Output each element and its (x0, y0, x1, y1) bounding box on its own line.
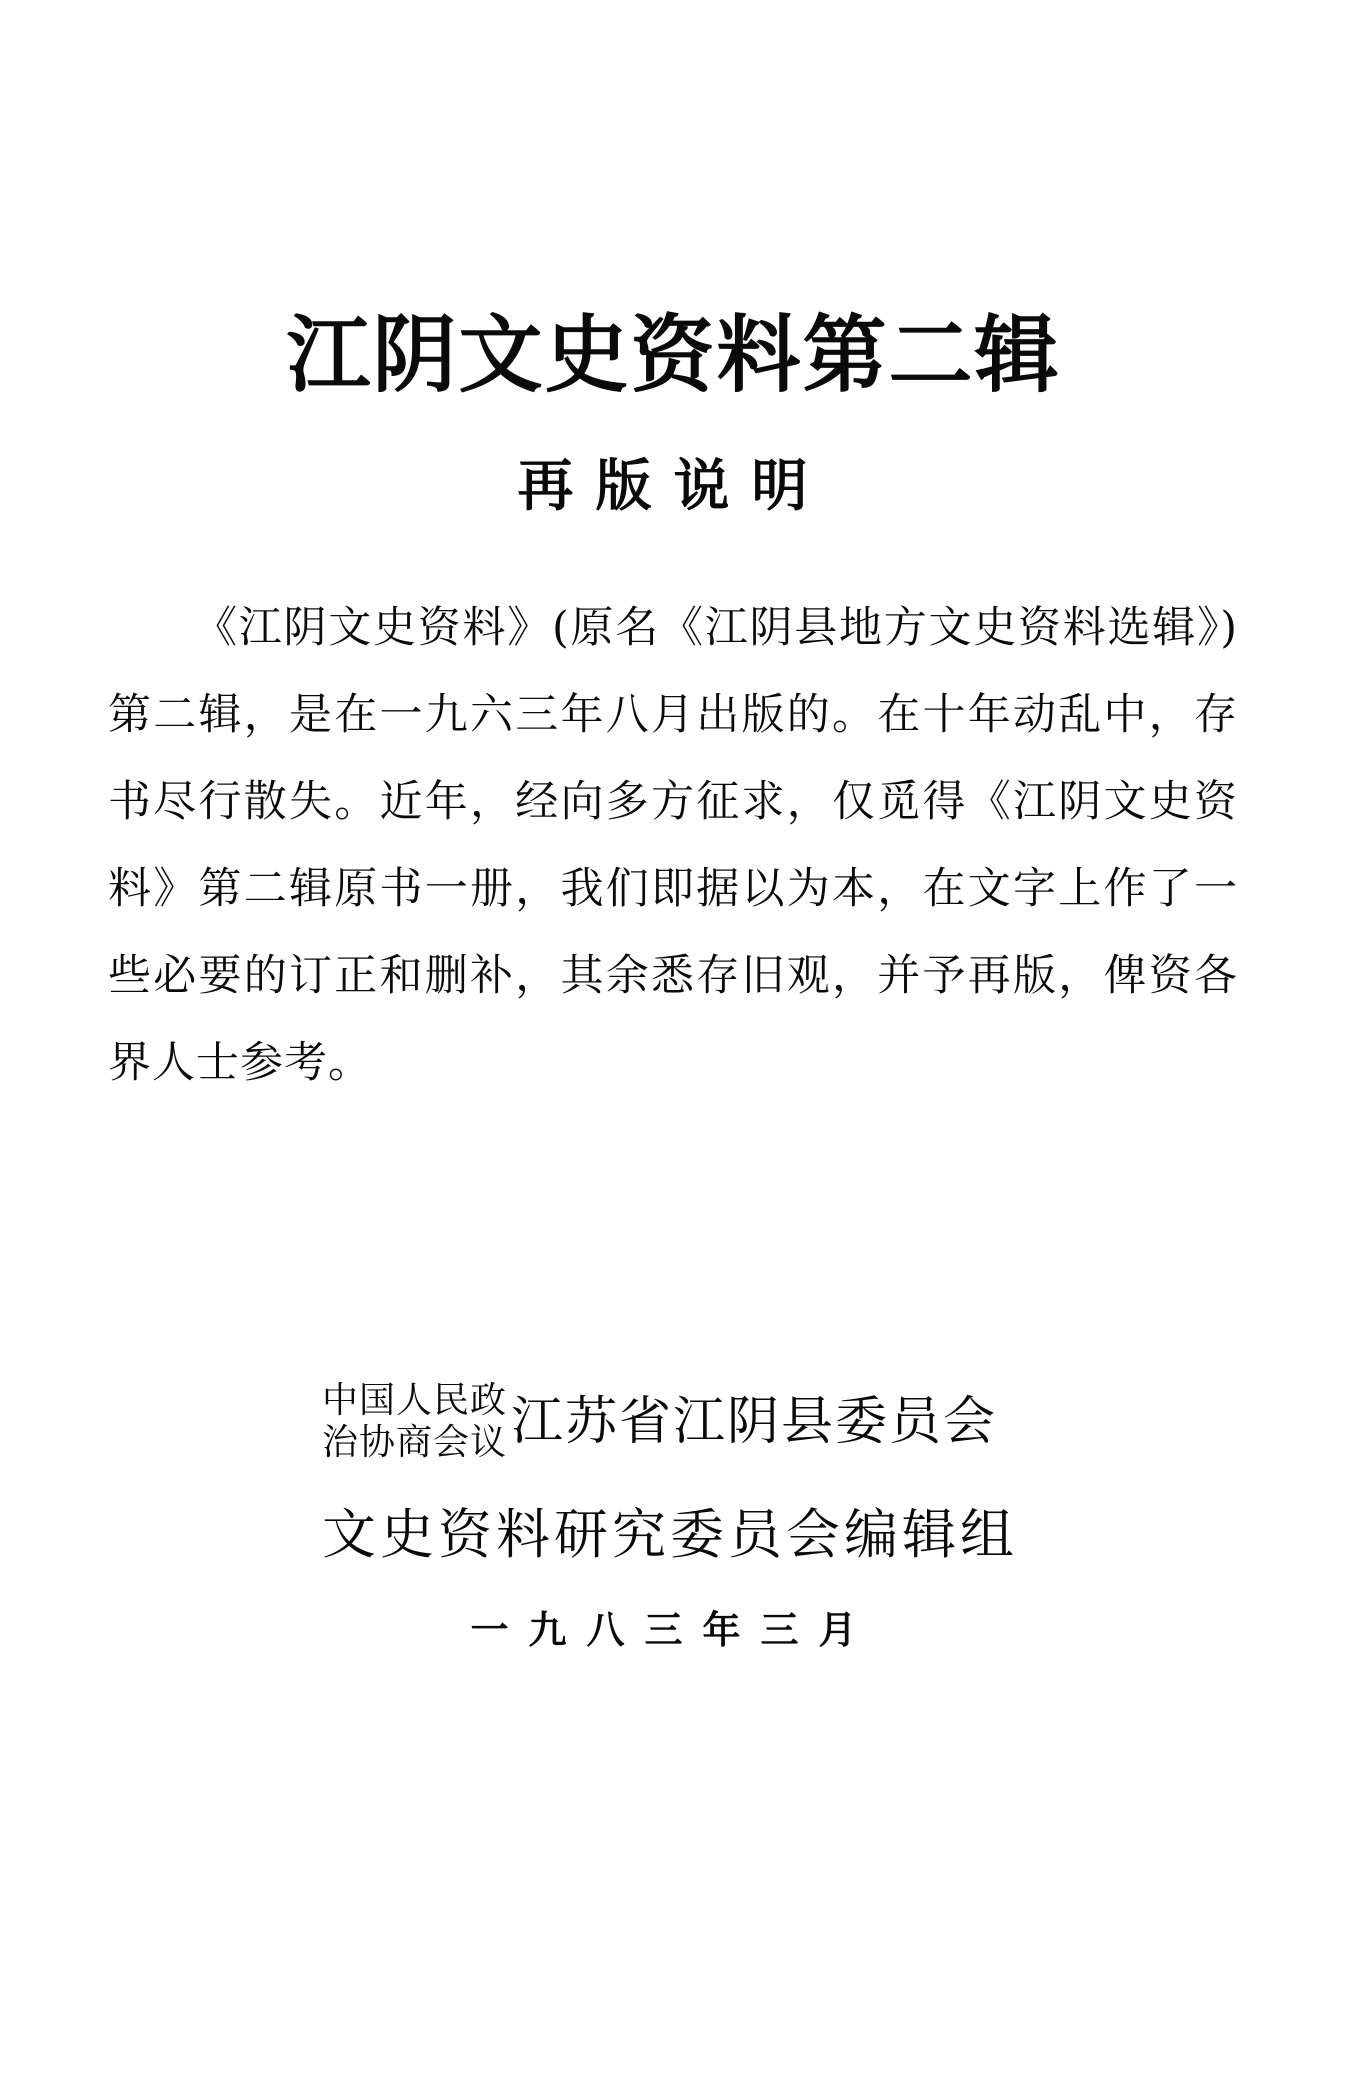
organization-line-2: 治协商会议 (322, 1422, 508, 1463)
document-title: 江阴文史资料第二辑 (286, 305, 1061, 404)
body-text (108, 585, 1238, 1107)
organization-stacked-name (322, 1380, 507, 1464)
signature-editorial-group: 文史资料研究委员会编辑组 (322, 1503, 1018, 1566)
organization-line-1: 中国人民政 (322, 1380, 508, 1421)
signature-date: 一九八三年三月 (470, 1608, 877, 1652)
document-subtitle: 再版说明 (517, 454, 830, 519)
signature-organization (322, 1380, 997, 1464)
organization-committee: 江苏省江阴县委员会 (511, 1392, 998, 1452)
body-paragraph: 《江阴文史资料》(原名《江阴县地方文史资料选辑》)第二辑，是在一九六三年八月出版的。在十年动乱中，存书尽行散失。近年，经向多方征求，仅觅得《江阴文史资料》第二辑原书一册，我们即据以为本，在文字上作了一些必要的订正和删补，其余悉存旧观，并予再版，俾资各界人士参考。 (108, 603, 1238, 1088)
